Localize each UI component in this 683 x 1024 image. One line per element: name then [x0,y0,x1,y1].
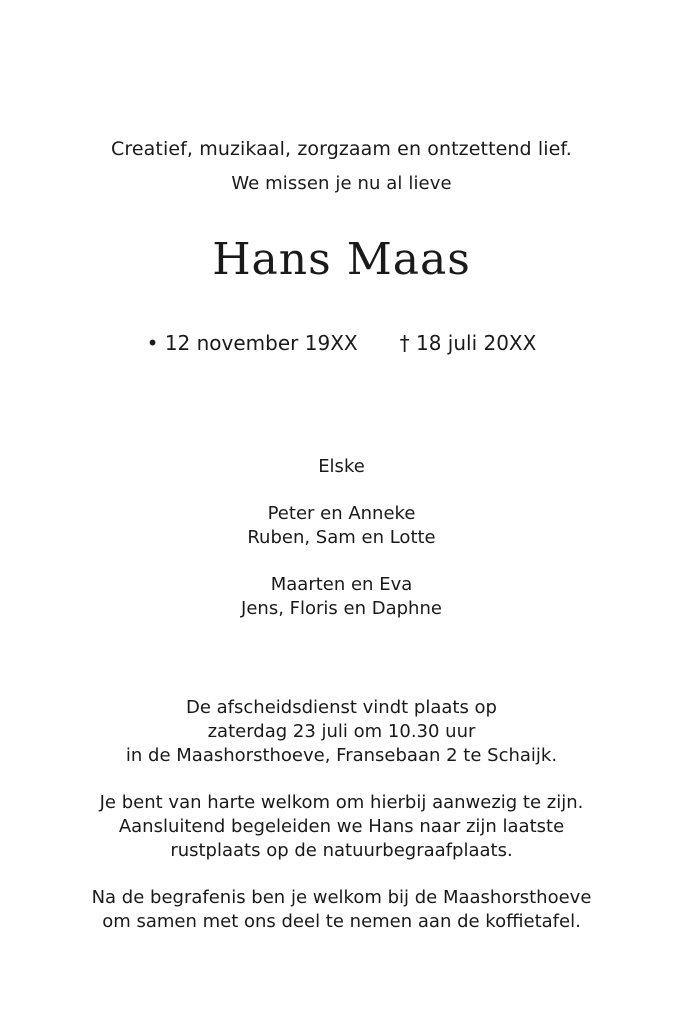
family-line: Peter en Anneke [267,503,416,524]
family-group-2 [0,502,683,550]
coffee-line-1: Na de begrafenis ben je welkom bij de Maashorsthoeve [91,887,592,908]
welcome-info [0,791,683,863]
welcome-line-1: Je bent van harte welkom om hierbij aanwezig te zijn. [99,792,584,813]
service-line-1: De afscheidsdienst vindt plaats op [185,697,497,718]
deceased-name: Hans Maas [212,234,471,285]
family-line: Jens, Floris en Daphne [241,598,442,619]
service-info [0,696,683,768]
service-line-2: zaterdag 23 juli om 10.30 uur [207,721,476,742]
coffee-line-2: om samen met ons deel te nemen aan de koffietafel. [102,911,581,932]
family-line: Elske [318,456,365,477]
family-group-3 [0,573,683,621]
family-group-1 [0,455,683,479]
welcome-line-3: rustplaats op de natuurbegraafplaats. [170,840,513,861]
family-line: Maarten en Eva [270,574,413,595]
death-date: † 18 juli 20XX [399,331,537,355]
life-dates [0,329,683,357]
birth-date: • 12 november 19XX [146,331,358,355]
welcome-line-2: Aansluitend begeleiden we Hans naar zijn laatste [118,816,565,837]
intro-text-line-2: We missen je nu al lieve [231,173,452,194]
intro-text-line-1: Creatief, muzikaal, zorgzaam en ontzettend lief. [111,138,572,160]
coffee-info [0,886,683,934]
family-line: Ruben, Sam en Lotte [247,527,436,548]
service-line-3: in de Maashorsthoeve, Fransebaan 2 te Schaijk. [125,745,558,766]
